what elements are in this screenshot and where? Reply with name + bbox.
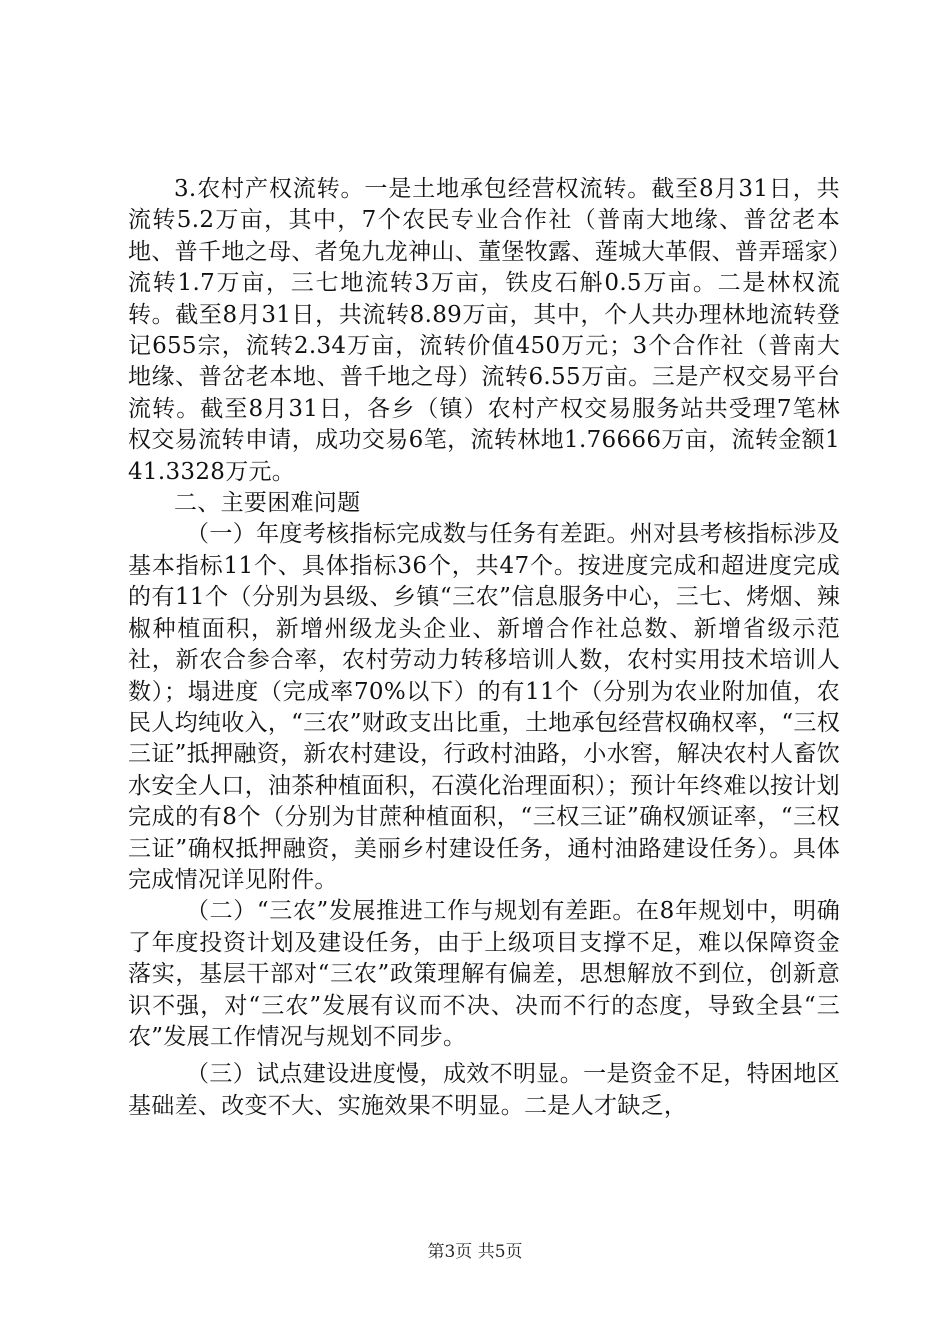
page-footer — [0, 1242, 950, 1262]
paragraph-planning-gap: （二）“三农”发展推进工作与规划有差距。在8年规划中，明确了年度投资计划及建设任务，由于上级项目支撑不足，难以保障资金落实，基层干部对“三农”政策理解有偏差，思想解放不到位，创新意识不强，对“三农”发展有议而不决、决而不行的态度，导致全县“三农”发展工作情况与规划不同步。 — [128, 898, 840, 1050]
section-heading-main-difficulties: 二、主要困难问题 — [174, 490, 361, 517]
paragraph-assessment-gap: （一）年度考核指标完成数与任务有差距。州对县考核指标涉及基本指标11个、具体指标36个，共47个。按进度完成和超进度完成的有11个（分别为县级、乡镇“三农”信息服务中心，三七、烤烟、辣椒种植面积，新增州级龙头企业、新增合作社总数、新增省级示范社，新农合参合率，农村劳动力转移培训人数，农村实用技术培训人数）；塌进度（完成率70%以下）的有11个（分别为农业附加值，农民人均纯收入，“三农”财政支出比重，土地承包经营权确权率，“三权三证”抵押融资，新农村建设，行政村油路，小水窖，解决农村人畜饮水安全人口，油茶种植面积，石漠化治理面积）；预计年终难以按计划完成的有8个（分别为甘蔗种植面积，“三权三证”确权颁证率，“三权三证”确权抵押融资，美丽乡村建设任务，通村油路建设任务）。具体完成情况详见附件。 — [128, 521, 840, 893]
page-number: 第3页 共5页 — [427, 1242, 523, 1262]
document-body — [128, 174, 840, 1122]
paragraph-pilot-construction: （三）试点建设进度慢，成效不明显。一是资金不足，特困地区基础差、改变不大、实施效果不明显。二是人才缺乏， — [128, 1061, 840, 1119]
paragraph-property-rights-transfer: 3.农村产权流转。一是土地承包经营权流转。截至8月31日，共流转5.2万亩，其中，7个农民专业合作社（普南大地缘、普岔老本地、普千地之母、者兔九龙神山、董堡牧露、莲城大革假、普弄瑶家）流转1.7万亩，三七地流转3万亩，铁皮石斛0.5万亩。二是林权流转。截至8月31日，共流转8.89万亩，其中，个人共办理林地流转登记655宗，流转2.34万亩，流转价值450万元；3个合作社（普南大地缘、普岔老本地、普千地之母）流转6.55万亩。三是产权交易平台流转。截至8月31日，各乡（镇）农村产权交易服务站共受理7笔林权交易流转申请，成功交易6笔，流转林地1.76666万亩，流转金额141.3328万元。 — [128, 176, 840, 485]
